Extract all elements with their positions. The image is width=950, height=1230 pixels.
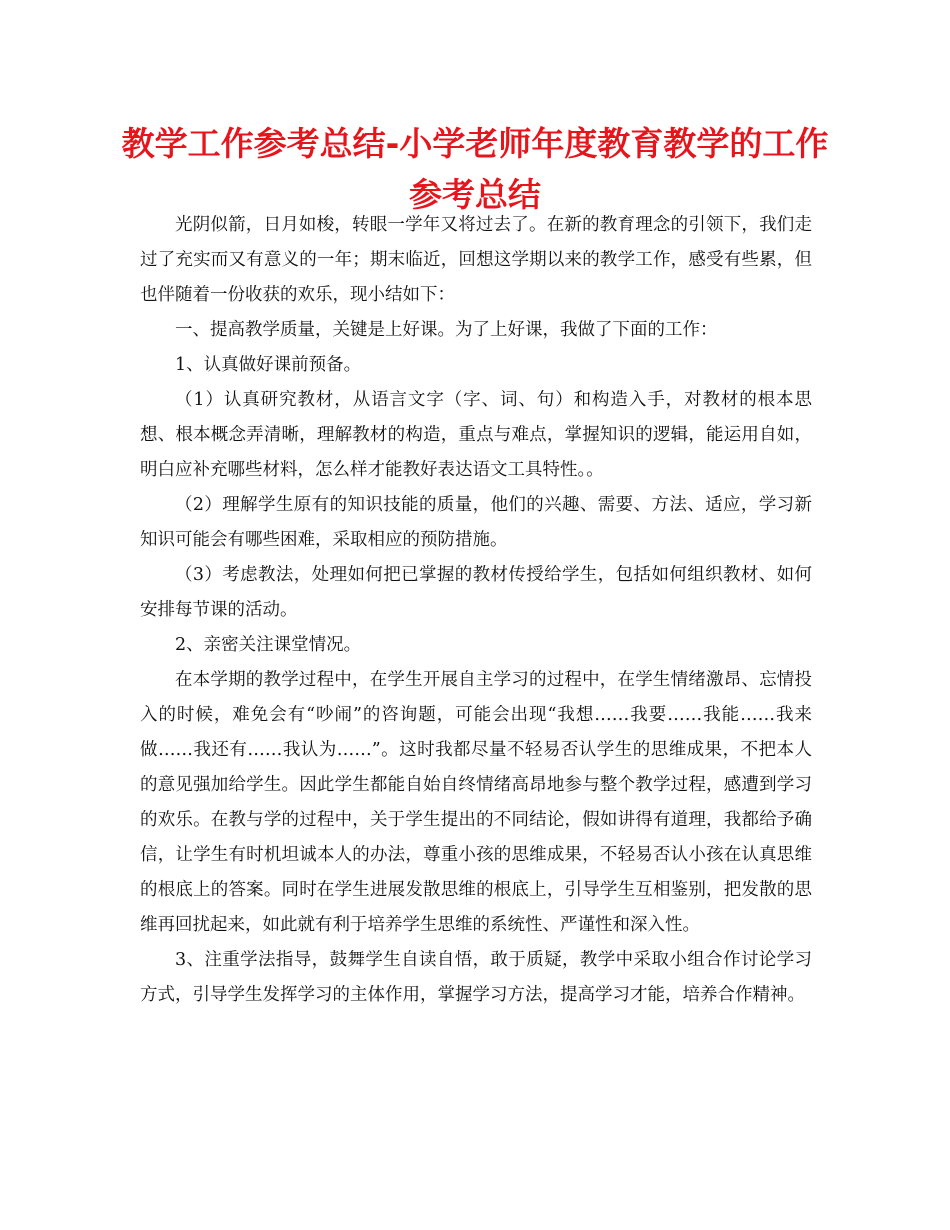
document-body	[140, 208, 812, 1013]
paragraph: 在本学期的教学过程中，在学生开展自主学习的过程中，在学生情绪激昂、忘情投入的时候，难免会有“吵闹”的咨询题，可能会出现“我想……我要……我能……我来做……我还有……我认为……”。这时我都尽量不轻易否认学生的思维成果，不把本人的意见强加给学生。因此学生都能自始自终情绪高昂地参与整个教学过程，感遭到学习的欢乐。在教与学的过程中，关于学生提出的不同结论，假如讲得有道理，我都给予确信，让学生有时机坦诚本人的办法，尊重小孩的思维成果，不轻易否认小孩在认真思维的根底上的答案。同时在学生进展发散思维的根底上，引导学生互相鉴别，把发散的思维再回扰起来，如此就有利于培养学生思维的系统性、严谨性和深入性。	[140, 670, 812, 935]
paragraph: 一、提高教学质量，关键是上好课。为了上好课，我做了下面的工作：	[175, 320, 718, 340]
paragraph: 3、注重学法指导，鼓舞学生自读自悟，敢于质疑，教学中采取小组合作讨论学习方式，引导学生发挥学习的主体作用，掌握学习方法，提高学习才能，培养合作精神。	[140, 950, 812, 1005]
paragraph: 1、认真做好课前预备。	[175, 355, 362, 375]
document-title: 教学工作参考总结-小学老师年度教育教学的工作参考总结	[121, 124, 829, 214]
paragraph: 光阴似箭，日月如梭，转眼一学年又将过去了。在新的教育理念的引领下，我们走过了充实而又有意义的一年；期末临近，回想这学期以来的教学工作，感受有些累，但也伴随着一份收获的欢乐，现小结如下：	[140, 215, 812, 305]
paragraph: （3）考虑教法，处理如何把已掌握的教材传授给学生，包括如何组织教材、如何安排每节课的活动。	[140, 565, 812, 620]
paragraph: （1）认真研究教材，从语言文字（字、词、句）和构造入手，对教材的根本思想、根本概念弄清晰，理解教材的构造，重点与难点，掌握知识的逻辑，能运用自如，明白应补充哪些材料，怎么样才能教好表达语文工具特性。。	[140, 390, 812, 480]
paragraph: 2、亲密关注课堂情况。	[175, 635, 362, 655]
paragraph: （2）理解学生原有的知识技能的质量，他们的兴趣、需要、方法、适应，学习新知识可能会有哪些困难，采取相应的预防措施。	[140, 495, 812, 550]
